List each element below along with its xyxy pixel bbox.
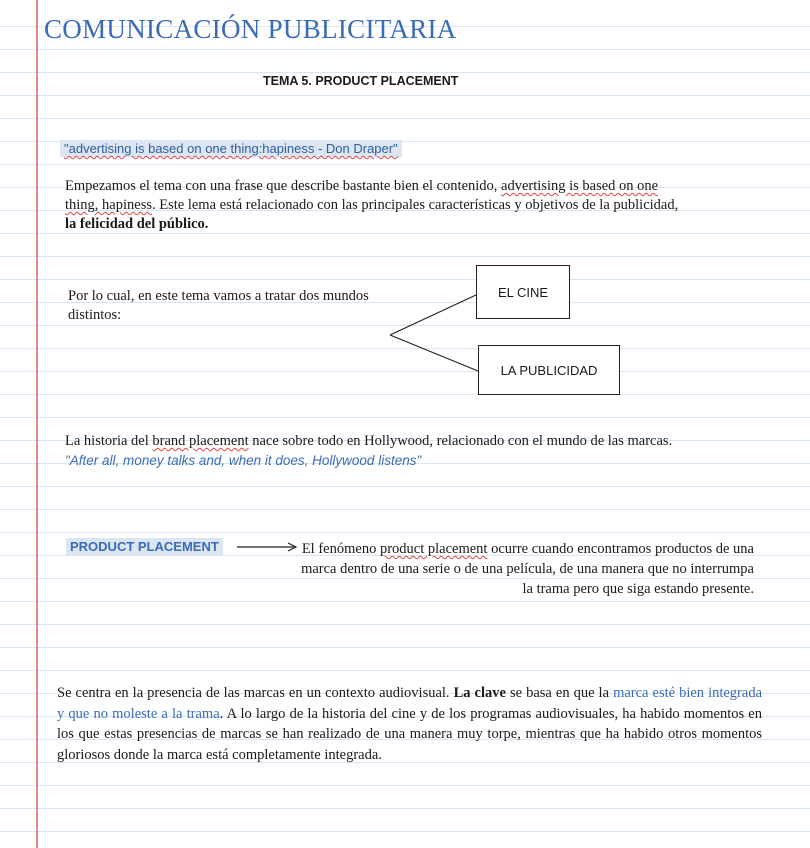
pp-text-2: product placement [379, 541, 488, 557]
intro-bold-text: la felicidad del público. [65, 216, 209, 232]
intro-text-2: advertising is based on one thing, hapiness [65, 178, 659, 213]
diagram-box-cine-label: EL CINE [497, 284, 549, 300]
pp-text-3: ocurre cuando encontramos productos de una marca dentro de una serie o de una película, de una manera que no interrumpa la trama pero que siga estando presente. [301, 541, 754, 597]
quote-text: "advertising is based on one thing:hapiness - Don Draper" [64, 141, 398, 156]
closing-text-2: se basa en que la [505, 685, 614, 701]
hollywood-quote: "After all, money talks and, when it does, Hollywood listens" [65, 453, 422, 468]
history-text-2: brand placement [152, 433, 249, 449]
intro-text-1: Empezamos el tema con una frase que describe bastante bien el contenido, [65, 178, 502, 194]
two-worlds-paragraph: Por lo cual, en este tema vamos a tratar dos mundos distintos: [68, 288, 369, 323]
page-title: COMUNICACIÓN PUBLICITARIA [44, 14, 457, 44]
history-text-3: nace sobre todo en Hollywood, relacionado con el mundo de las marcas. [248, 433, 673, 449]
history-text-1: La historia del [65, 433, 153, 449]
product-placement-label: PRODUCT PLACEMENT [66, 538, 223, 555]
diagram-box-cine [476, 265, 570, 319]
pp-text-1: El fenómeno [301, 541, 380, 557]
diagram-box-publicidad-label: LA PUBLICIDAD [500, 362, 598, 378]
closing-text-3: . A lo largo de la historia del cine y de los programas audiovisuales, ha habido momentos en los que estas presencias de marcas se han realizado de una manera muy torpe, mientras que ha habido otros momentos gloriosos donde la marca está completamente integrada. [57, 705, 762, 763]
closing-paragraph [57, 683, 762, 765]
arrow-right-icon [236, 540, 302, 554]
closing-bold-text: La clave [453, 685, 506, 701]
product-placement-definition [300, 539, 754, 599]
history-paragraph [65, 432, 705, 471]
section-subtitle: TEMA 5. PRODUCT PLACEMENT [263, 74, 459, 88]
intro-text-3: . Este lema está relacionado con las principales características y objetivos de la publicidad, [152, 197, 679, 213]
closing-text-1: Se centra en la presencia de las marcas en un contexto audiovisual. [57, 685, 454, 701]
diagram-box-publicidad [478, 345, 620, 395]
closing-blue-text: marca esté bien integrada y que no moleste a la trama [57, 685, 763, 722]
